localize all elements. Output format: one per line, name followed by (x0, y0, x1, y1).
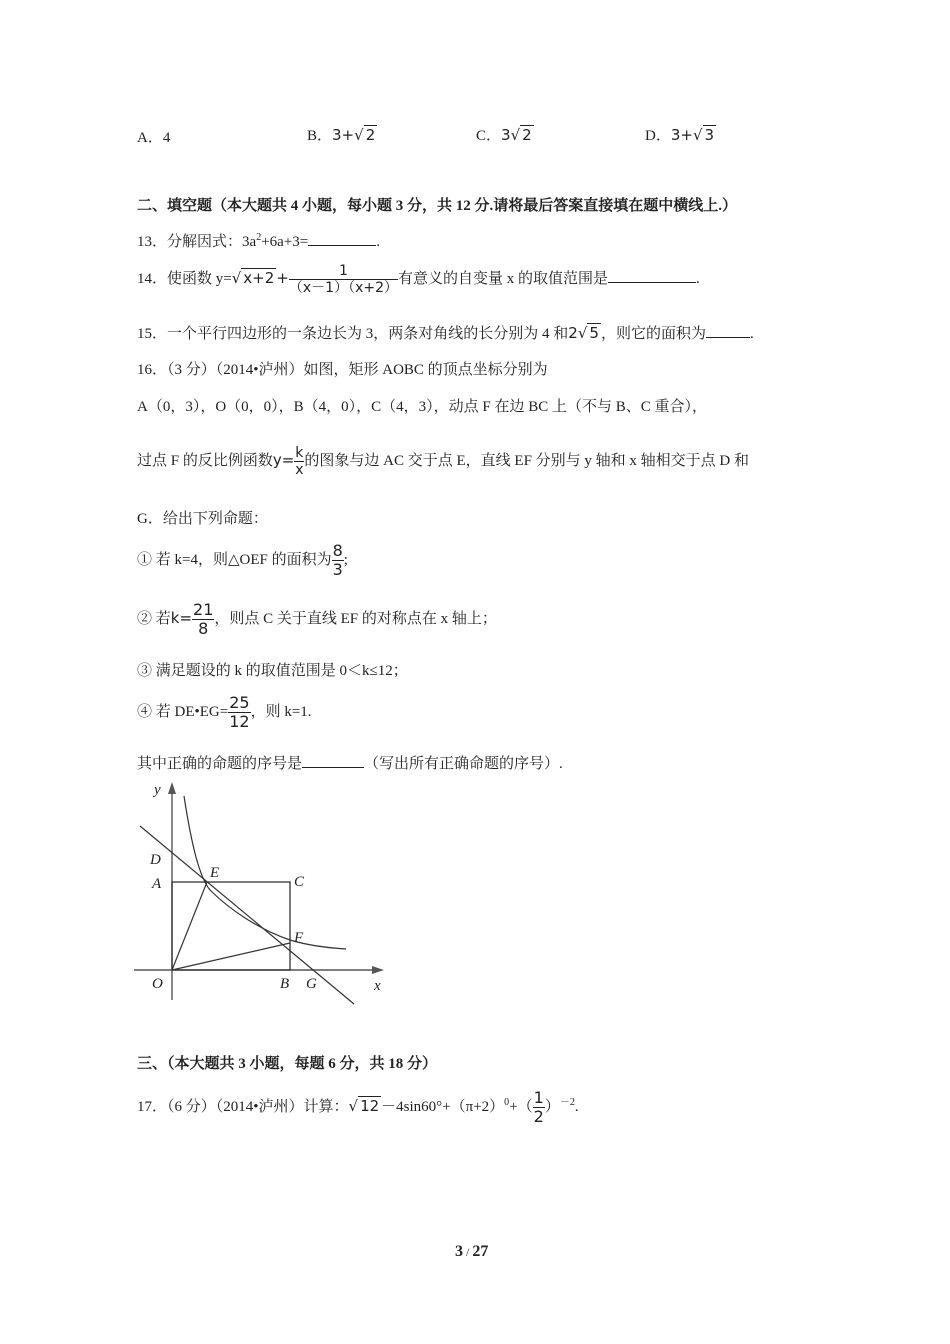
option-b: B．3+√ 2 (307, 126, 376, 144)
question-16-line1: 16．（3 分）（2014•泸州）如图，矩形 AOBC 的顶点坐标分别为 (137, 362, 548, 378)
label-d: D (150, 852, 161, 868)
label-f: F (294, 930, 304, 946)
question-16-line3: 过点 F 的反比例函数y= $\frac{k}{x}$ 的图象与边 AC 交于点 E，直线 EF 分别与 y 轴和 x 轴相交于点 D 和 (137, 445, 749, 478)
question-13: 13．分解因式：$3a^2+6a+3=$ . (137, 232, 380, 250)
question-16-line2: A（0，3），O（0，0），B（4，0），C（4，3），动点 F 在边 BC 上（不与 B、C 重合）， (137, 399, 708, 415)
x-axis-arrow (372, 966, 384, 974)
question-14: 14．使函数 y=√ x+2 + $\frac{1}{(x-1)(x+2)}$ 有意义的自变量 x 的取值范围是 . (137, 263, 700, 296)
question-15: 15．一个平行四边形的一条边长为 3，两条对角线的长分别为 4 和2√ 5 ，则它的面积为 . (137, 324, 754, 342)
y-axis-arrow (168, 782, 176, 794)
proposition-4: ④ 若 DE•EG= $\frac{25}{12}$ ，则 k=1. (137, 693, 312, 731)
option-c: C．3√ 2 (476, 126, 532, 144)
label-a: A (152, 876, 162, 892)
segment-oe (172, 882, 207, 970)
proposition-1: ① 若 k=4，则△OEF 的面积为 $\frac{8}{3}$ ; (137, 541, 348, 579)
section-2-title: 二、填空题（本大题共 4 小题，每小题 3 分，共 12 分.请将最后答案直接填在题中横线上.） (137, 198, 738, 214)
hyperbola-curve (184, 796, 346, 949)
proposition-3: ③ 满足题设的 k 的取值范围是 0＜k≤12； (137, 663, 408, 679)
page-number: 3 / 27 (455, 1243, 489, 1260)
section-3-title: 三、（本大题共 3 小题，每题 6 分，共 18 分） (137, 1056, 438, 1072)
label-y: y (154, 782, 161, 798)
segment-of (172, 943, 290, 970)
label-e: E (210, 865, 220, 881)
geometry-figure (130, 778, 400, 1010)
label-g: G (306, 976, 317, 992)
label-o: O (152, 976, 163, 992)
label-x: x (374, 978, 381, 994)
label-c: C (294, 874, 305, 890)
label-b: B (280, 976, 290, 992)
proposition-2: ② 若k= $\frac{21}{8}$ ，则点 C 关于直线 EF 的对称点在 x 轴上； (137, 600, 497, 638)
question-17: 17．（6 分）（2014•泸州）计算：√ $12 -4\sin 60^\circ+(\pi+2)^0+$（ $\frac{1}{2}$ ）$^{-2}$. (137, 1088, 579, 1126)
option-a: A．4 (137, 130, 171, 146)
question-16-line4: G．给出下列命题： (137, 511, 268, 527)
question-16-ask: 其中正确的命题的序号是 （写出所有正确命题的序号）. (137, 756, 563, 772)
option-d: D．3+√ 3 (645, 126, 715, 144)
